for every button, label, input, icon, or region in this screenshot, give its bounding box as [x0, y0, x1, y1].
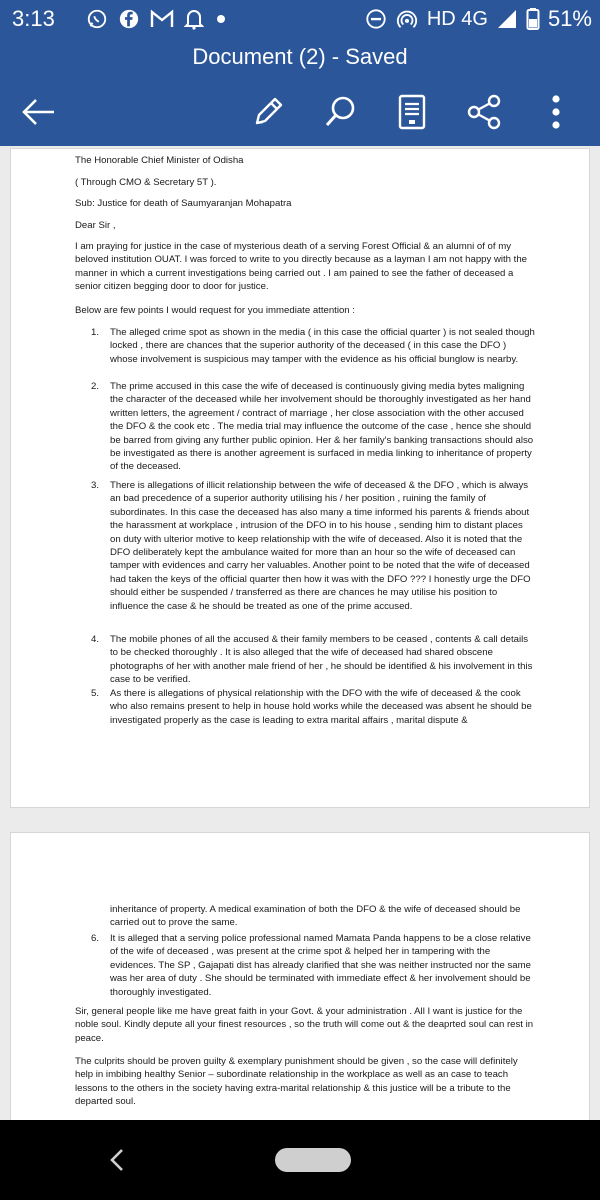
list-item: There is allegations of illicit relationship between the wife of deceased & the DFO , which is always an bad precedence of a superior authority utilising his / her position , ruining the family of subordinates. In this case the deceased has also many a time informed his parents & friends about the harassment at workplace , intrusion of the DFO in to his house , sending him to distant places on duty with ulterior motive to keep relationship with the wife of deceased. Also it is noted that the DFO deliberately kept the ambulance waited for more than an hour so the wife of deceased can tamper with evidences and carry her valuables. Another point to be noted that the wife of deceased had taken the keys of the official quarter then how it was with the DFO ??? I honestly urge the DFO should either be suspended / transferred as there are chances he may utilise his position to influence the case & he should be treated as one of the prime accused. [110, 480, 531, 612]
list-item-number: 6. [91, 933, 100, 944]
home-pill-icon[interactable] [275, 1148, 351, 1172]
notification-icons [86, 8, 228, 30]
toolbar [0, 80, 600, 146]
doc-salutation: Dear Sir , [75, 220, 116, 231]
list-item-number: 2. [91, 381, 100, 392]
document-page-1[interactable] [10, 148, 590, 808]
doc-closing-paragraph: Sir, general people like me have great faith in your Govt. & your administration . All I want is justice for the noble soul. Kindly depute all your finest resources , so the truth will come out & the deaprted soul can rest in peace. [75, 1006, 534, 1044]
more-vert-icon [550, 94, 562, 130]
list-item: The alleged crime spot as shown in the media ( in this case the official quarter ) is not sealed though locked , there are chances that the superior authority of the deceased ( in this case the DFO ) whose involvement is suspicious may tamper with the evidence as his official bunglow is nearby. [110, 327, 535, 365]
share-button[interactable] [464, 92, 504, 132]
doc-intro-paragraph: I am praying for justice in the case of mysterious death of a serving Forest Official & an alumni of of my beloved institution OUAT. I was forced to write to you directly because as a layman I am not happy with the manner in which a current investigations being carried out . I am pained to see the father of deceased a senior citizen begging door to door for justice. [75, 241, 528, 293]
back-arrow-icon [20, 97, 56, 127]
reading-view-button[interactable] [392, 92, 432, 132]
system-icons [365, 6, 592, 32]
doc-final-paragraph: The culprits should be proven guilty & exemplary punishment should be given , so the case will definitely help in imbibing healthy Senior – subordinate relationship in the workplace as well as an case to teach lessons to the others in the society having extra-marital relationship & this justice will be a tribute to the departed soul. [75, 1056, 518, 1108]
list-item: The prime accused in this case the wife of deceased is continuously giving media bytes maligning the character of the deceased while her involvement should be thoroughly investigated as her hand written letters, the agreement / contract of marriage , her close association with the other accused the DFO & the cook etc . The media trial may influence the outcome of the case , hence she should be barred from giving any further public opinion. Her & her family's banking transactions should also be investigated as there is another agreement is surfaced in media linking to inheritance of property of the deceased. [110, 381, 534, 473]
document-area[interactable] [0, 146, 600, 1120]
list-item-number: 5. [91, 688, 100, 699]
search-icon [323, 95, 357, 129]
document-title: Document (2) - Saved [192, 44, 408, 69]
notification-bell-icon [184, 8, 204, 30]
dnd-icon [365, 8, 387, 30]
document-page-2[interactable] [10, 832, 590, 1120]
hotspot-icon [395, 8, 419, 30]
list-item: As there is allegations of physical relationship with the DFO with the wife of deceased & the cook who also remains present to help in house hold works while the deceased was absent he should be investigated properly as the case is leading to extra marital affairs , marital dispute & [110, 688, 532, 726]
nav-back-button[interactable] [104, 1146, 132, 1174]
signal-icon [496, 8, 518, 30]
list-item-continuation: inheritance of property. A medical examination of both the DFO & the wife of deceased should be carried out to prove the same. [110, 904, 521, 929]
reading-view-icon [398, 94, 426, 130]
whatsapp-icon [86, 8, 108, 30]
more-options-button[interactable] [536, 92, 576, 132]
list-item: It is alleged that a serving police professional named Mamata Panda happens to be a close relative of the wife of deceased , was present at the crime spot & helped her in tampering with the evidences. The SP , Gajapati dist has already clarified that she was neither instructed nor the same was her area of duty . She should be terminated with immediate effect & her involvement should be thoroughly investigated. [110, 933, 531, 998]
facebook-icon [118, 8, 140, 30]
doc-through-line: ( Through CMO & Secretary 5T ). [75, 177, 217, 188]
doc-subject: Sub: Justice for death of Saumyaranjan Mohapatra [75, 198, 292, 209]
dot-icon [214, 12, 228, 26]
nav-back-icon [104, 1146, 132, 1174]
battery-icon [526, 7, 540, 31]
share-icon [466, 94, 502, 130]
navigation-bar [0, 1120, 600, 1200]
edit-pencil-icon [251, 95, 285, 129]
back-button[interactable] [18, 92, 58, 132]
network-label: HD 4G [426, 7, 488, 30]
doc-points-intro: Below are few points I would request for you immediate attention : [75, 305, 355, 316]
status-bar [0, 0, 600, 40]
gmail-icon [150, 9, 174, 29]
list-item-number: 1. [91, 327, 100, 338]
edit-button[interactable] [248, 92, 288, 132]
battery-level: 51% [547, 6, 592, 31]
doc-addressee: The Honorable Chief Minister of Odisha [75, 155, 244, 166]
title-bar [0, 40, 600, 80]
list-item-number: 4. [91, 634, 100, 645]
search-button[interactable] [320, 92, 360, 132]
list-item-number: 3. [91, 480, 100, 491]
list-item: The mobile phones of all the accused & their family members to be ceased , contents & call details to be checked thoroughly . It is also alleged that the wife of deceased had shared obscene photographs of her with another male friend of her , he should be identified & his involvement in this case to be verified. [110, 634, 533, 686]
status-time: 3:13 [12, 6, 55, 31]
